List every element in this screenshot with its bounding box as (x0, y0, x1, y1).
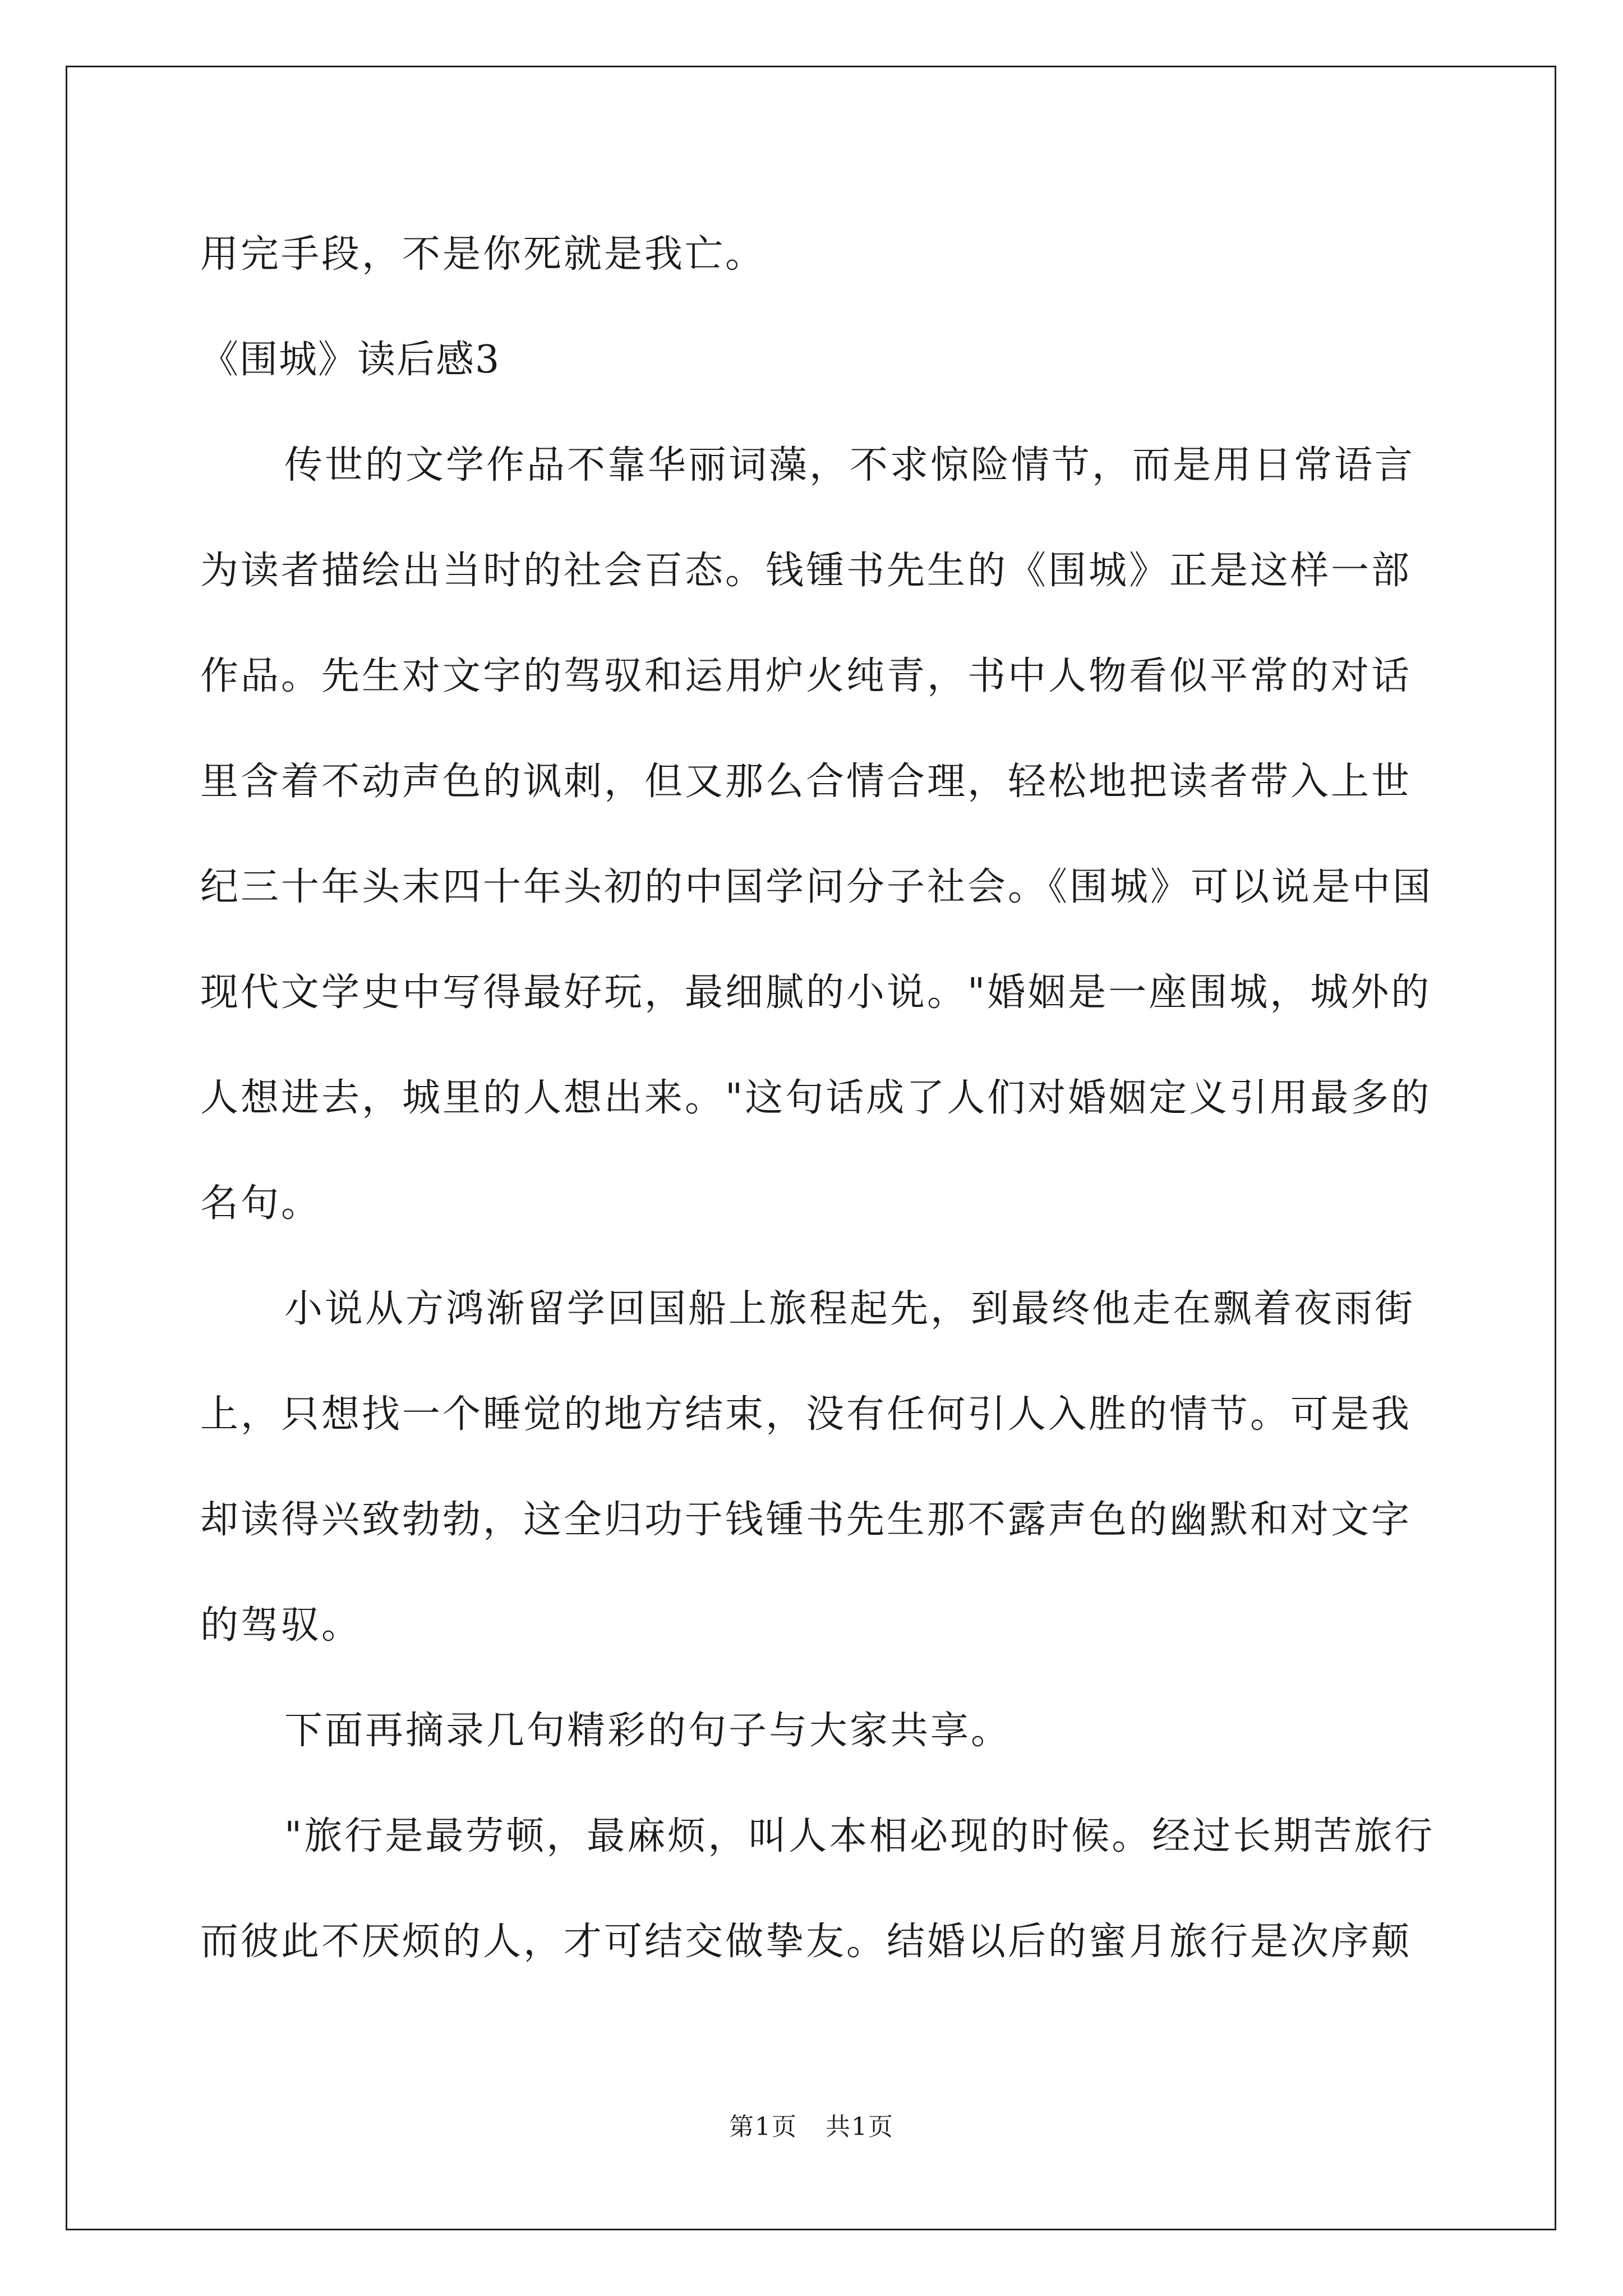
text-line: 而彼此不厌烦的人，才可结交做挚友。结婚以后的蜜月旅行是次序颠 (200, 1920, 1412, 1964)
page-footer (0, 2106, 1623, 2142)
text-line: 纪三十年头末四十年头初的中国学问分子社会。《围城》可以说是中国 (200, 865, 1433, 909)
text-line: 却读得兴致勃勃，这全归功于钱锺书先生那不露声色的幽默和对文字 (200, 1498, 1412, 1542)
text-line: 里含着不动声色的讽刺，但又那么合情合理，轻松地把读者带入上世 (200, 760, 1412, 804)
document-body (200, 202, 1435, 1995)
paragraph-start-line: "旅行是最劳顿，最麻烦，叫人本相必现的时候。经过长期苦旅行 (284, 1814, 1435, 1858)
section-heading: 《围城》读后感3 (200, 338, 501, 382)
text-line: 用完手段，不是你死就是我亡。 (200, 232, 766, 277)
text-line: 为读者描绘出当时的社会百态。钱锺书先生的《围城》正是这样一部 (200, 549, 1412, 593)
text-line: 人想进去，城里的人想出来。"这句话成了人们对婚姻定义引用最多的 (200, 1076, 1432, 1120)
text-line: 上，只想找一个睡觉的地方结束，没有任何引人入胜的情节。可是我 (200, 1392, 1412, 1437)
text-line: 名句。 (200, 1181, 322, 1226)
page-number-total: 共1页 (826, 2113, 894, 2141)
text-line: 的驾驭。 (200, 1603, 362, 1648)
text-line: 作品。先生对文字的驾驭和运用炉火纯青，书中人物看似平常的对话 (200, 654, 1412, 698)
paragraph-start-line: 传世的文学作品不靠华丽词藻，不求惊险情节，而是用日常语言 (284, 443, 1415, 487)
paragraph-start-line: 小说从方鸿渐留学回国船上旅程起先，到最终他走在飘着夜雨街 (284, 1287, 1415, 1331)
paragraph-start-line: 下面再摘录几句精彩的句子与大家共享。 (284, 1709, 1012, 1753)
page-number-current: 第1页 (729, 2113, 797, 2141)
text-line: 现代文学史中写得最好玩，最细腻的小说。"婚姻是一座围城，城外的 (200, 970, 1432, 1015)
